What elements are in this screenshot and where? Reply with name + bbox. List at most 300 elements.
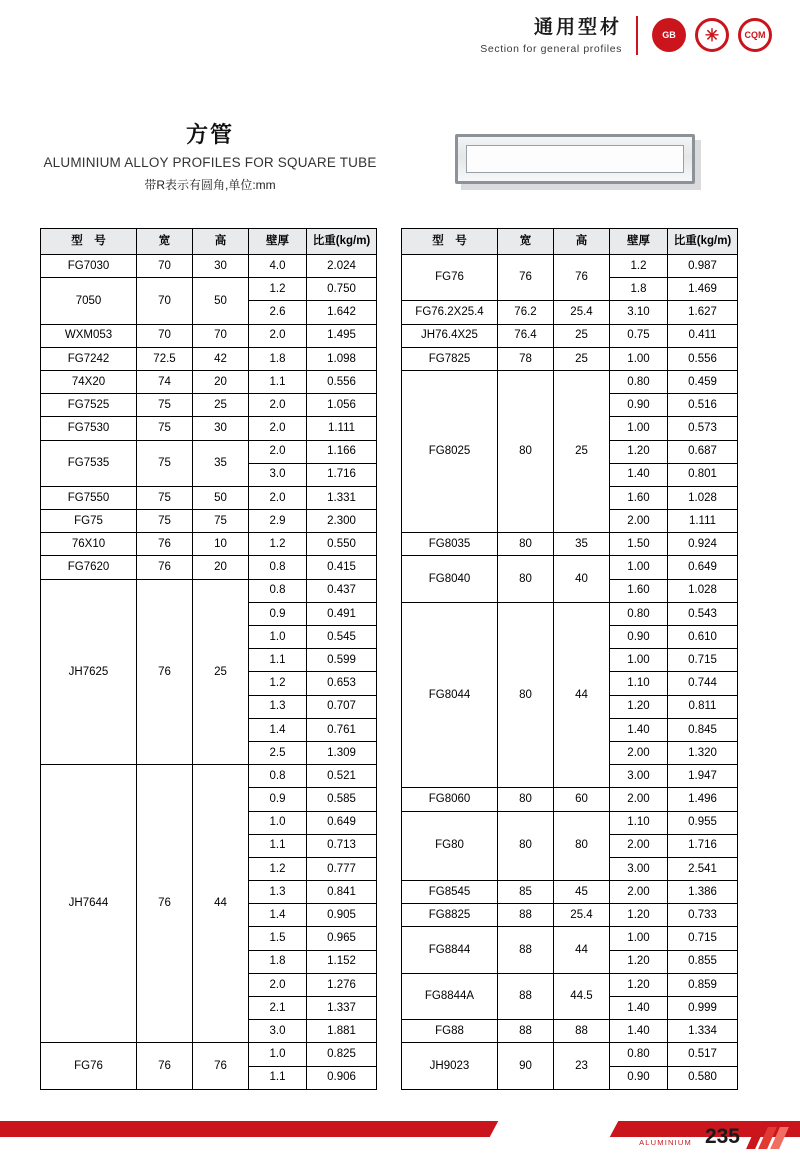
- gb-logo-text: GB: [662, 29, 676, 40]
- cell-thickness: 1.00: [610, 347, 668, 370]
- cell-ratio: 0.459: [668, 370, 738, 393]
- cell-thickness: 0.8: [249, 579, 307, 602]
- cell-ratio: 1.716: [307, 463, 377, 486]
- cell-height: 10: [193, 533, 249, 556]
- cell-ratio: 0.999: [668, 997, 738, 1020]
- cell-ratio: 0.687: [668, 440, 738, 463]
- cell-ratio: 1.496: [668, 788, 738, 811]
- cell-ratio: 1.098: [307, 347, 377, 370]
- drawing-outer-wall: [455, 134, 695, 184]
- cell-height: 60: [554, 788, 610, 811]
- column-header-width: 宽: [137, 229, 193, 255]
- cell-thickness: 1.2: [249, 533, 307, 556]
- cell-height: 25.4: [554, 904, 610, 927]
- cell-height: 30: [193, 255, 249, 278]
- cell-ratio: 1.642: [307, 301, 377, 324]
- cell-ratio: 0.713: [307, 834, 377, 857]
- cell-ratio: 1.276: [307, 973, 377, 996]
- cell-ratio: 1.028: [668, 486, 738, 509]
- page-title-note: 带R表示有圆角,单位:mm: [144, 178, 276, 192]
- cell-thickness: 1.20: [610, 904, 668, 927]
- footer-brand-line2: ALUMINIUM: [639, 1137, 692, 1147]
- cell-ratio: 0.556: [307, 370, 377, 393]
- cell-model: 7050: [41, 278, 137, 324]
- cell-model: FG76.2X25.4: [402, 301, 498, 324]
- cell-thickness: 2.0: [249, 440, 307, 463]
- cell-ratio: 1.028: [668, 579, 738, 602]
- cell-thickness: 2.1: [249, 997, 307, 1020]
- cell-ratio: 0.801: [668, 463, 738, 486]
- table-row: [402, 370, 738, 393]
- cell-thickness: 0.90: [610, 394, 668, 417]
- cell-height: 30: [193, 417, 249, 440]
- cell-height: 35: [193, 440, 249, 486]
- cell-model: JH7644: [41, 765, 137, 1043]
- table-row: [41, 1043, 377, 1066]
- cell-thickness: 1.40: [610, 718, 668, 741]
- cell-height: 70: [193, 324, 249, 347]
- cell-height: 42: [193, 347, 249, 370]
- column-header-ratio: 比重(kg/m): [668, 229, 738, 255]
- cell-thickness: 1.10: [610, 811, 668, 834]
- cell-thickness: 0.9: [249, 602, 307, 625]
- cell-width: 76: [137, 533, 193, 556]
- cell-width: 70: [137, 255, 193, 278]
- cell-ratio: 1.166: [307, 440, 377, 463]
- cell-thickness: 1.1: [249, 1066, 307, 1089]
- cell-thickness: 1.2: [249, 857, 307, 880]
- cell-thickness: 1.60: [610, 579, 668, 602]
- cell-ratio: 0.649: [307, 811, 377, 834]
- table-row: [41, 324, 377, 347]
- cell-thickness: 1.0: [249, 626, 307, 649]
- cell-ratio: 0.811: [668, 695, 738, 718]
- table-row: [402, 324, 738, 347]
- table-row: [402, 1043, 738, 1066]
- column-header-width: 宽: [498, 229, 554, 255]
- cell-ratio: 1.152: [307, 950, 377, 973]
- cell-height: 80: [554, 811, 610, 881]
- cell-thickness: 0.8: [249, 556, 307, 579]
- cell-model: WXM053: [41, 324, 137, 347]
- table-row: [41, 370, 377, 393]
- cell-model: FG8844A: [402, 973, 498, 1019]
- cell-model: FG7825: [402, 347, 498, 370]
- spec-tables: [40, 228, 760, 1090]
- cell-ratio: 0.543: [668, 602, 738, 625]
- drawing-inner-wall: [466, 145, 684, 173]
- cell-thickness: 1.8: [249, 347, 307, 370]
- cell-width: 90: [498, 1043, 554, 1089]
- table-row: [402, 301, 738, 324]
- table-row: [402, 881, 738, 904]
- cell-width: 74: [137, 370, 193, 393]
- cell-ratio: 0.955: [668, 811, 738, 834]
- column-header-height: 高: [193, 229, 249, 255]
- cell-ratio: 1.334: [668, 1020, 738, 1043]
- cell-model: FG7242: [41, 347, 137, 370]
- table-row: [402, 973, 738, 996]
- cell-width: 76: [498, 255, 554, 301]
- cell-model: FG8844: [402, 927, 498, 973]
- header-title-group: [480, 16, 638, 55]
- cell-ratio: 1.056: [307, 394, 377, 417]
- cell-ratio: 0.715: [668, 649, 738, 672]
- cell-width: 80: [498, 788, 554, 811]
- cell-model: FG88: [402, 1020, 498, 1043]
- cell-height: 20: [193, 370, 249, 393]
- cell-thickness: 1.2: [610, 255, 668, 278]
- cell-model: FG7550: [41, 486, 137, 509]
- cell-ratio: 0.906: [307, 1066, 377, 1089]
- table-row: [41, 765, 377, 788]
- spec-table-left: [40, 228, 377, 1090]
- page-header: [0, 0, 800, 84]
- cell-height: 40: [554, 556, 610, 602]
- cell-height: 44.5: [554, 973, 610, 1019]
- cell-width: 80: [498, 556, 554, 602]
- cell-thickness: 1.0: [249, 1043, 307, 1066]
- cell-ratio: 0.653: [307, 672, 377, 695]
- cell-ratio: 1.309: [307, 741, 377, 764]
- table-row: [41, 440, 377, 463]
- cell-width: 75: [137, 486, 193, 509]
- star-logo-icon: [695, 18, 729, 52]
- cell-ratio: 0.491: [307, 602, 377, 625]
- cell-width: 80: [498, 370, 554, 532]
- cell-thickness: 0.80: [610, 370, 668, 393]
- table-header-row: [402, 229, 738, 255]
- cell-model: FG7030: [41, 255, 137, 278]
- cell-width: 76: [137, 765, 193, 1043]
- cell-model: FG8825: [402, 904, 498, 927]
- cell-height: 25: [193, 394, 249, 417]
- cell-thickness: 3.0: [249, 1020, 307, 1043]
- cqm-logo-text: CQM: [744, 29, 766, 40]
- cell-thickness: 2.0: [249, 324, 307, 347]
- cell-model: FG8545: [402, 881, 498, 904]
- footer-brand: [639, 1128, 692, 1147]
- cell-height: 25: [554, 347, 610, 370]
- cell-thickness: 2.9: [249, 510, 307, 533]
- table-row: [41, 486, 377, 509]
- footer-stripes-icon: [746, 1125, 786, 1149]
- cell-thickness: 3.10: [610, 301, 668, 324]
- spec-table-right: [401, 228, 738, 1090]
- cell-width: 80: [498, 602, 554, 788]
- cell-height: 44: [554, 602, 610, 788]
- cell-ratio: 1.627: [668, 301, 738, 324]
- cell-width: 76: [137, 1043, 193, 1089]
- page-title-en: ALUMINIUM ALLOY PROFILES FOR SQUARE TUBE: [43, 155, 377, 170]
- cell-model: JH7625: [41, 579, 137, 765]
- table-row: [41, 510, 377, 533]
- cell-thickness: 3.00: [610, 857, 668, 880]
- cell-ratio: 1.947: [668, 765, 738, 788]
- cell-ratio: 0.545: [307, 626, 377, 649]
- column-header-model: 型 号: [402, 229, 498, 255]
- cell-width: 88: [498, 927, 554, 973]
- cell-thickness: 2.00: [610, 881, 668, 904]
- table-row: [41, 255, 377, 278]
- cell-ratio: 0.437: [307, 579, 377, 602]
- footer-wedge: [490, 1121, 619, 1137]
- spec-table-left-body: [41, 255, 377, 1090]
- cell-width: 76: [137, 579, 193, 765]
- cell-width: 85: [498, 881, 554, 904]
- certification-logos: [652, 18, 772, 52]
- cell-thickness: 1.2: [249, 672, 307, 695]
- cell-thickness: 0.9: [249, 788, 307, 811]
- cell-height: 20: [193, 556, 249, 579]
- column-header-ratio: 比重(kg/m): [307, 229, 377, 255]
- cell-ratio: 1.337: [307, 997, 377, 1020]
- cell-thickness: 0.90: [610, 1066, 668, 1089]
- cell-model: FG75: [41, 510, 137, 533]
- cell-ratio: 0.905: [307, 904, 377, 927]
- cell-ratio: 0.750: [307, 278, 377, 301]
- cell-height: 25.4: [554, 301, 610, 324]
- cell-thickness: 1.00: [610, 927, 668, 950]
- cell-model: FG8044: [402, 602, 498, 788]
- cell-ratio: 0.855: [668, 950, 738, 973]
- header-title-cn: 通用型材: [533, 17, 622, 38]
- cell-ratio: 1.111: [668, 510, 738, 533]
- cell-width: 70: [137, 324, 193, 347]
- cell-thickness: 1.8: [610, 278, 668, 301]
- cell-model: 76X10: [41, 533, 137, 556]
- cell-thickness: 2.00: [610, 741, 668, 764]
- cell-ratio: 1.111: [307, 417, 377, 440]
- cell-ratio: 0.924: [668, 533, 738, 556]
- star-logo-text: ✳: [704, 25, 720, 45]
- cell-thickness: 2.0: [249, 973, 307, 996]
- cell-height: 88: [554, 1020, 610, 1043]
- cell-ratio: 0.599: [307, 649, 377, 672]
- cell-ratio: 0.521: [307, 765, 377, 788]
- cell-thickness: 1.50: [610, 533, 668, 556]
- cell-thickness: 2.0: [249, 394, 307, 417]
- cell-width: 70: [137, 278, 193, 324]
- cell-thickness: 1.20: [610, 440, 668, 463]
- cell-ratio: 1.495: [307, 324, 377, 347]
- cell-model: FG7530: [41, 417, 137, 440]
- cell-ratio: 0.415: [307, 556, 377, 579]
- cell-thickness: 1.40: [610, 997, 668, 1020]
- footer-brand-line1: JIAHUA: [658, 1128, 692, 1138]
- cell-ratio: 1.331: [307, 486, 377, 509]
- cell-ratio: 0.733: [668, 904, 738, 927]
- cell-thickness: 1.40: [610, 463, 668, 486]
- cell-thickness: 1.1: [249, 834, 307, 857]
- cell-width: 72.5: [137, 347, 193, 370]
- table-row: [402, 1020, 738, 1043]
- header-inner: [480, 16, 772, 55]
- cell-ratio: 0.859: [668, 973, 738, 996]
- cell-height: 75: [193, 510, 249, 533]
- cell-thickness: 3.0: [249, 463, 307, 486]
- cell-ratio: 1.716: [668, 834, 738, 857]
- cell-width: 75: [137, 440, 193, 486]
- cell-thickness: 1.2: [249, 278, 307, 301]
- cell-ratio: 0.987: [668, 255, 738, 278]
- cell-thickness: 1.20: [610, 695, 668, 718]
- cell-thickness: 0.75: [610, 324, 668, 347]
- cell-thickness: 1.60: [610, 486, 668, 509]
- table-row: [41, 394, 377, 417]
- cell-height: 23: [554, 1043, 610, 1089]
- cell-model: 74X20: [41, 370, 137, 393]
- table-row: [402, 811, 738, 834]
- cell-height: 25: [193, 579, 249, 765]
- cell-ratio: 0.965: [307, 927, 377, 950]
- page-title-cn: 方管: [185, 122, 234, 147]
- cell-thickness: 4.0: [249, 255, 307, 278]
- table-row: [41, 417, 377, 440]
- table-row: [41, 347, 377, 370]
- cell-ratio: 0.411: [668, 324, 738, 347]
- table-row: [402, 347, 738, 370]
- table-header-row: [41, 229, 377, 255]
- cell-ratio: 0.573: [668, 417, 738, 440]
- cell-thickness: 1.40: [610, 1020, 668, 1043]
- cell-ratio: 0.715: [668, 927, 738, 950]
- cell-width: 80: [498, 811, 554, 881]
- table-row: [402, 533, 738, 556]
- cell-height: 25: [554, 324, 610, 347]
- cell-ratio: 0.825: [307, 1043, 377, 1066]
- cell-thickness: 1.1: [249, 649, 307, 672]
- cell-model: FG8040: [402, 556, 498, 602]
- cell-model: FG7525: [41, 394, 137, 417]
- spec-table-right-body: [402, 255, 738, 1090]
- cell-ratio: 0.777: [307, 857, 377, 880]
- cell-ratio: 1.320: [668, 741, 738, 764]
- cell-thickness: 2.00: [610, 834, 668, 857]
- cell-ratio: 0.516: [668, 394, 738, 417]
- cell-height: 76: [554, 255, 610, 301]
- table-row: [41, 579, 377, 602]
- cell-width: 88: [498, 973, 554, 1019]
- cqm-logo-icon: [738, 18, 772, 52]
- cell-ratio: 0.707: [307, 695, 377, 718]
- cell-thickness: 2.5: [249, 741, 307, 764]
- cell-thickness: 1.8: [249, 950, 307, 973]
- cell-thickness: 1.00: [610, 556, 668, 579]
- cell-model: FG8025: [402, 370, 498, 532]
- cell-ratio: 0.761: [307, 718, 377, 741]
- column-header-height: 高: [554, 229, 610, 255]
- cell-width: 76.2: [498, 301, 554, 324]
- table-row: [402, 602, 738, 625]
- cell-width: 80: [498, 533, 554, 556]
- cell-thickness: 1.5: [249, 927, 307, 950]
- page-number: 235: [704, 1125, 740, 1148]
- cell-width: 75: [137, 417, 193, 440]
- cell-thickness: 1.10: [610, 672, 668, 695]
- cell-model: FG76: [402, 255, 498, 301]
- cell-thickness: 1.4: [249, 904, 307, 927]
- cell-thickness: 1.3: [249, 881, 307, 904]
- cell-ratio: 0.550: [307, 533, 377, 556]
- cell-thickness: 2.00: [610, 788, 668, 811]
- cell-thickness: 0.80: [610, 602, 668, 625]
- cell-height: 50: [193, 486, 249, 509]
- cell-model: JH9023: [402, 1043, 498, 1089]
- column-header-model: 型 号: [41, 229, 137, 255]
- cell-thickness: 1.20: [610, 973, 668, 996]
- cell-thickness: 1.1: [249, 370, 307, 393]
- cell-thickness: 0.90: [610, 626, 668, 649]
- cell-height: 50: [193, 278, 249, 324]
- cell-model: FG7620: [41, 556, 137, 579]
- cell-height: 45: [554, 881, 610, 904]
- cell-model: FG80: [402, 811, 498, 881]
- cell-ratio: 0.556: [668, 347, 738, 370]
- cell-model: FG76: [41, 1043, 137, 1089]
- cell-ratio: 2.300: [307, 510, 377, 533]
- cell-thickness: 0.80: [610, 1043, 668, 1066]
- column-header-thickness: 壁厚: [610, 229, 668, 255]
- cell-width: 88: [498, 1020, 554, 1043]
- table-row: [402, 788, 738, 811]
- table-row: [41, 556, 377, 579]
- table-row: [402, 556, 738, 579]
- cell-width: 76.4: [498, 324, 554, 347]
- cell-model: FG8060: [402, 788, 498, 811]
- table-row: [402, 904, 738, 927]
- cell-model: JH76.4X25: [402, 324, 498, 347]
- column-header-thickness: 壁厚: [249, 229, 307, 255]
- cell-height: 35: [554, 533, 610, 556]
- cell-ratio: 0.610: [668, 626, 738, 649]
- cell-thickness: 1.00: [610, 417, 668, 440]
- cell-model: FG8035: [402, 533, 498, 556]
- cell-thickness: 1.3: [249, 695, 307, 718]
- cell-ratio: 2.024: [307, 255, 377, 278]
- table-row: [41, 533, 377, 556]
- table-row: [402, 255, 738, 278]
- cell-ratio: 1.469: [668, 278, 738, 301]
- cell-height: 44: [554, 927, 610, 973]
- gb-logo-icon: [652, 18, 686, 52]
- page-footer: [0, 1101, 800, 1167]
- cell-height: 44: [193, 765, 249, 1043]
- cell-thickness: 2.00: [610, 510, 668, 533]
- cell-thickness: 2.6: [249, 301, 307, 324]
- cell-thickness: 1.20: [610, 950, 668, 973]
- cell-thickness: 0.8: [249, 765, 307, 788]
- cell-ratio: 0.744: [668, 672, 738, 695]
- cell-thickness: 3.00: [610, 765, 668, 788]
- cell-model: FG7535: [41, 440, 137, 486]
- cell-width: 75: [137, 510, 193, 533]
- cell-height: 25: [554, 370, 610, 532]
- cell-width: 75: [137, 394, 193, 417]
- cell-thickness: 2.0: [249, 486, 307, 509]
- cell-ratio: 1.386: [668, 881, 738, 904]
- cell-width: 76: [137, 556, 193, 579]
- cell-thickness: 1.0: [249, 811, 307, 834]
- cell-height: 76: [193, 1043, 249, 1089]
- cell-ratio: 0.649: [668, 556, 738, 579]
- header-title-en: Section for general profiles: [480, 42, 622, 55]
- cell-thickness: 1.00: [610, 649, 668, 672]
- square-tube-drawing: [455, 134, 695, 184]
- page-title: [0, 118, 420, 193]
- cell-ratio: 0.517: [668, 1043, 738, 1066]
- cell-width: 78: [498, 347, 554, 370]
